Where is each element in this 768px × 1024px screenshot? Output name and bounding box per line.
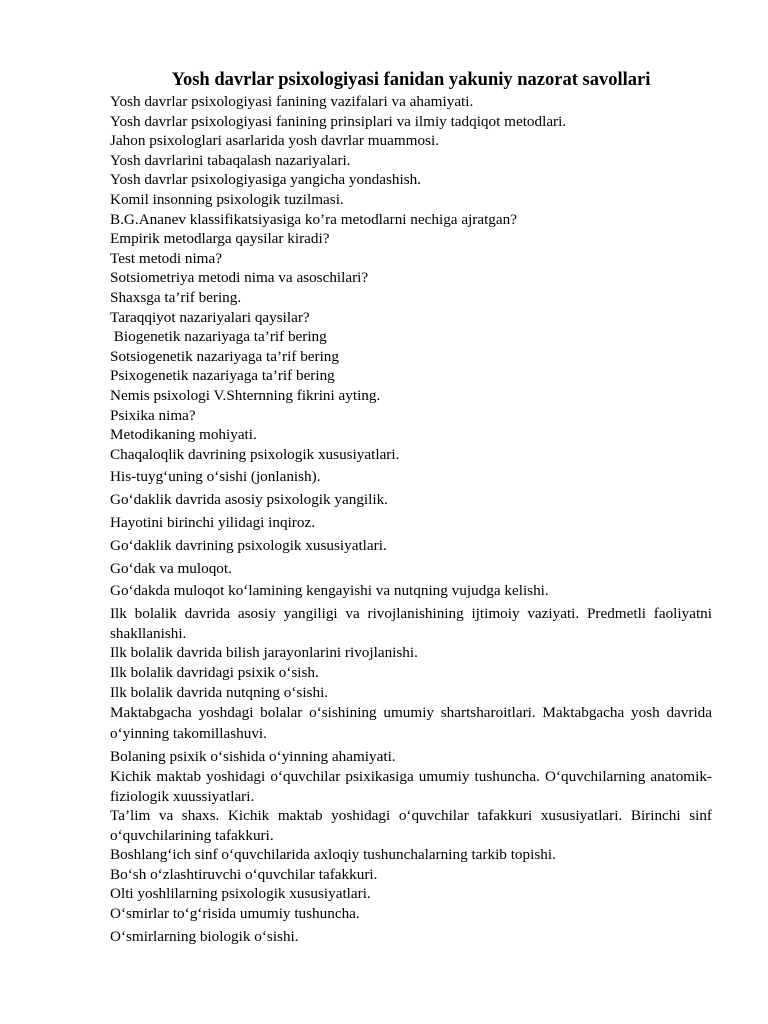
question-item: Bolaning psixik oʻsishida oʻyinning ahamiyati.	[110, 748, 396, 766]
question-item: Goʻdak va muloqot.	[110, 559, 232, 577]
question-item: Goʻdakda muloqot koʻlamining kengayishi va nutqning vujudga kelishi.	[110, 582, 549, 600]
question-item: Shaxsga ta’rif bering.	[110, 288, 242, 306]
question-item: Hayotini birinchi yilidagi inqiroz.	[110, 514, 315, 532]
question-item: Biogenetik nazariyaga ta’rif bering	[110, 328, 327, 346]
question-item: Psixika nima?	[110, 406, 196, 424]
question-item: Yosh davrlarini tabaqalash nazariyalari.	[110, 151, 351, 169]
question-item: Ta’lim va shaxs. Kichik maktab yoshidagi oʻquvchilar tafakkuri xususiyatlari. Birinchi sinf oʻquvchilarining tafakkuri.	[110, 807, 712, 844]
question-item: His-tuygʻuning oʻsishi (jonlanish).	[110, 468, 321, 486]
question-item: Oʻsmirlar toʻgʻrisida umumiy tushuncha.	[110, 905, 360, 923]
document-title: Yosh davrlar psixologiyasi fanidan yakuniy nazorat savollari	[171, 70, 651, 90]
question-item: Ilk bolalik davrida asosiy yangiligi va rivojlanishining ijtimoiy vaziyati. Predmetli faoliyatni shakllanishi.	[110, 605, 712, 642]
question-item: Sotsiogenetik nazariyaga ta’rif bering	[110, 347, 339, 365]
question-item: Maktabgacha yoshdagi bolalar oʻsishining umumiy shartsharoitlari. Maktabgacha yosh davrida oʻyinning takomillashuvi.	[110, 704, 712, 743]
question-item: Boʻsh oʻzlashtiruvchi oʻquvchilar tafakkuri.	[110, 865, 378, 883]
question-item: Taraqqiyot nazariyalari qaysilar?	[110, 308, 310, 326]
question-item: Kichik maktab yoshidagi oʻquvchilar psixikasiga umumiy tushuncha. Oʻquvchilarning anatomik-fiziologik xuussiyatlari.	[110, 767, 712, 805]
question-item: Goʻdaklik davrida asosiy psixologik yangilik.	[110, 491, 388, 509]
question-item: B.G.Ananev klassifikatsiyasiga ko’ra metodlarni nechiga ajratgan?	[110, 210, 517, 228]
question-item: Yosh davrlar psixologiyasiga yangicha yondashish.	[110, 171, 422, 189]
question-item: Yosh davrlar psixologiyasi fanining prinsiplari va ilmiy tadqiqot metodlari.	[110, 112, 567, 130]
question-item: Nemis psixologi V.Shternning fikrini ayting.	[110, 386, 381, 404]
question-item: Sotsiometriya metodi nima va asoschilari?	[110, 269, 369, 287]
question-item: Goʻdaklik davrining psixologik xususiyatlari.	[110, 536, 387, 554]
question-item: Psixogenetik nazariyaga ta’rif bering	[110, 367, 335, 385]
question-item: Jahon psixologlari asarlarida yosh davrlar muammosi.	[110, 132, 439, 150]
question-item: Ilk bolalik davrida nutqning oʻsishi.	[110, 683, 329, 701]
question-item: Test metodi nima?	[110, 249, 222, 267]
question-item: Chaqaloqlik davrining psixologik xususiyatlari.	[110, 445, 400, 463]
question-item: Olti yoshlilarning psixologik xususiyatlari.	[110, 885, 371, 903]
question-item: Oʻsmirlarning biologik oʻsishi.	[110, 927, 299, 945]
question-item: Ilk bolalik davrida bilish jarayonlarini rivojlanishi.	[110, 644, 418, 662]
question-item: Metodikaning mohiyati.	[110, 426, 257, 444]
question-item: Yosh davrlar psixologiyasi fanining vazifalari va ahamiyati.	[110, 93, 474, 110]
question-item: Empirik metodlarga qaysilar kiradi?	[110, 230, 330, 248]
question-item: Komil insonning psixologik tuzilmasi.	[110, 190, 344, 208]
question-item: Boshlangʻich sinf oʻquvchilarida axloqiy tushunchalarning tarkib topishi.	[110, 846, 556, 864]
question-item: Ilk bolalik davridagi psixik oʻsish.	[110, 663, 319, 681]
question-list	[110, 92, 712, 946]
